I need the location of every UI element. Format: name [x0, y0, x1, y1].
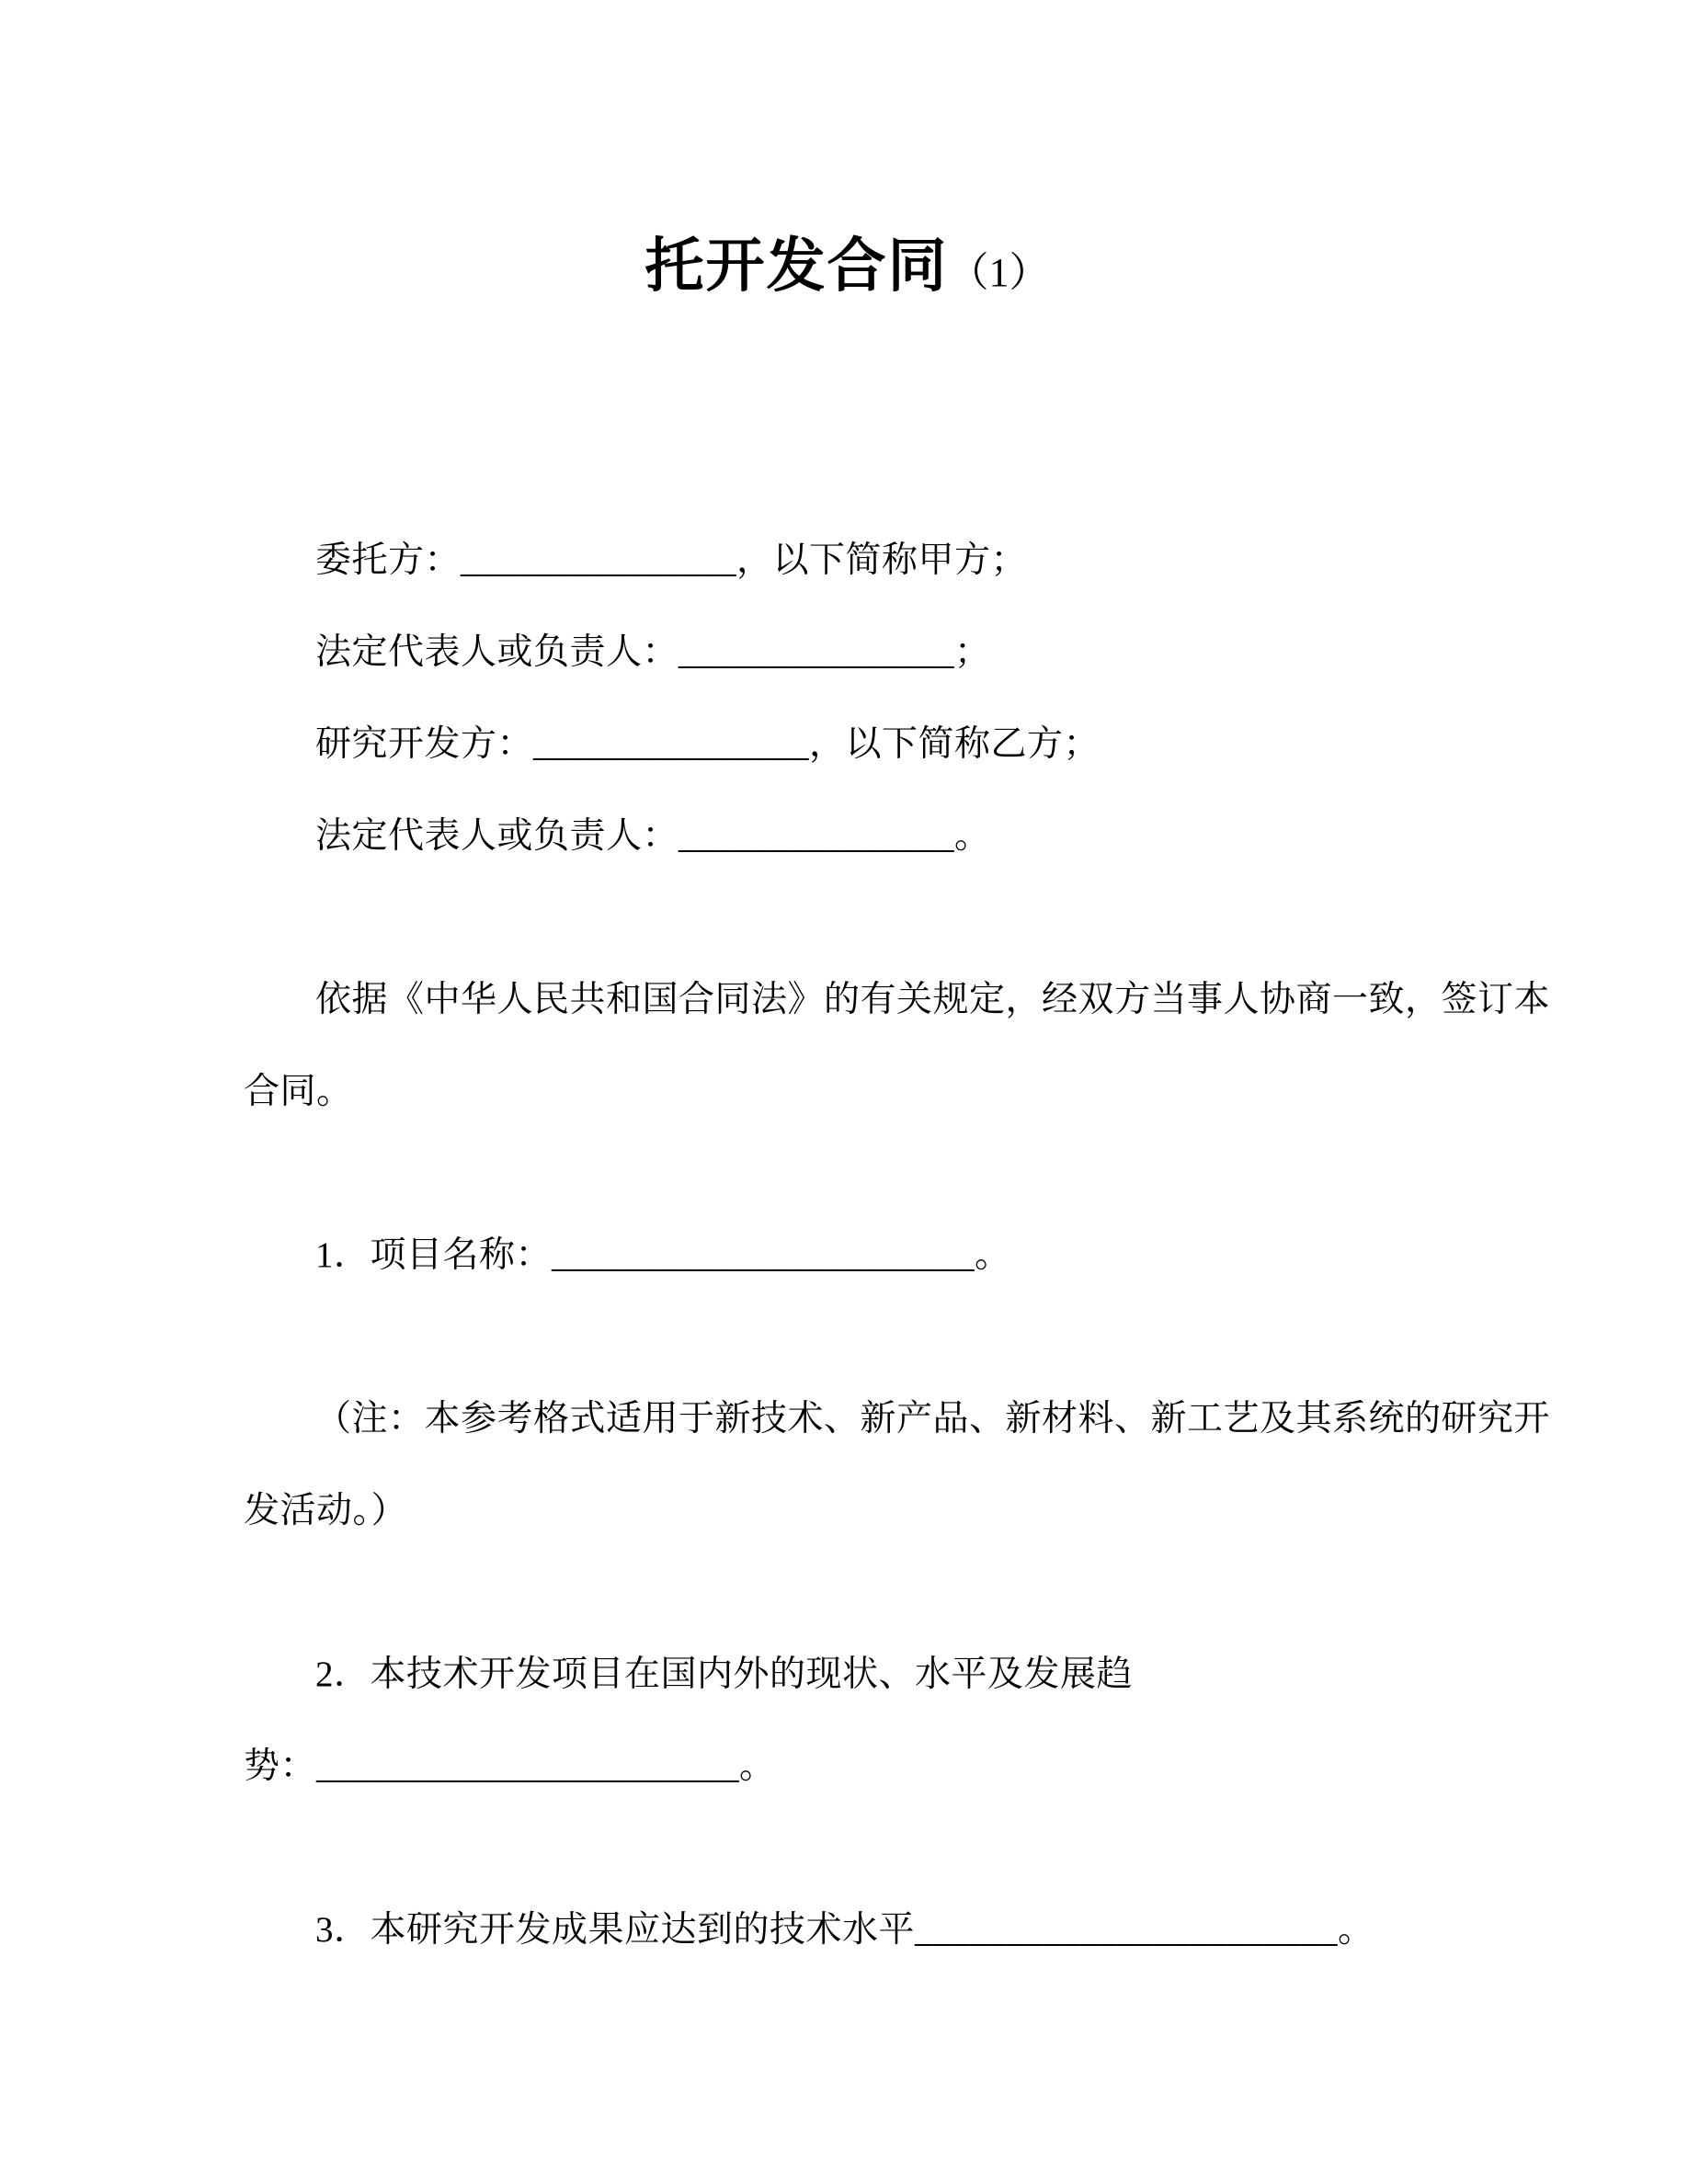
page-title — [244, 225, 1451, 317]
text-line: 势：_______________________。 — [244, 1746, 776, 1786]
text-line: 3．本研究开发成果应达到的技术水平_______________________。 — [315, 1910, 1374, 1950]
page-title-main: 托开发合同 — [644, 233, 949, 299]
paragraph-block — [244, 1629, 1451, 1813]
text-line: 依据《中华人民共和国合同法》的有关规定，经双方当事人协商一致，签订本 — [315, 980, 1551, 1019]
text-line: （注：本参考格式适用于新技术、新产品、新材料、新工艺及其系统的研究开 — [315, 1399, 1551, 1439]
text-line: 委托方：_______________，以下简称甲方； — [315, 540, 1028, 580]
text-line: 发活动。） — [244, 1491, 408, 1530]
text-line: 法定代表人或负责人：_______________。 — [315, 816, 991, 856]
paragraph-block — [244, 1373, 1551, 1557]
paragraph-block — [244, 1210, 1451, 1302]
text-line: 法定代表人或负责人：_______________； — [315, 632, 991, 672]
paragraph-block — [244, 515, 1451, 882]
paragraph-block — [244, 954, 1551, 1138]
text-line: 1．项目名称：_______________________。 — [315, 1235, 1011, 1275]
document-body — [244, 515, 1551, 1976]
text-line: 合同。 — [244, 1072, 353, 1111]
text-line: 研究开发方：_______________，以下简称乙方； — [315, 724, 1101, 764]
paragraph-block — [244, 1884, 1451, 1976]
page-title-number: （1） — [948, 250, 1050, 295]
text-line: 2．本技术开发项目在国内外的现状、水平及发展趋 — [315, 1655, 1134, 1694]
